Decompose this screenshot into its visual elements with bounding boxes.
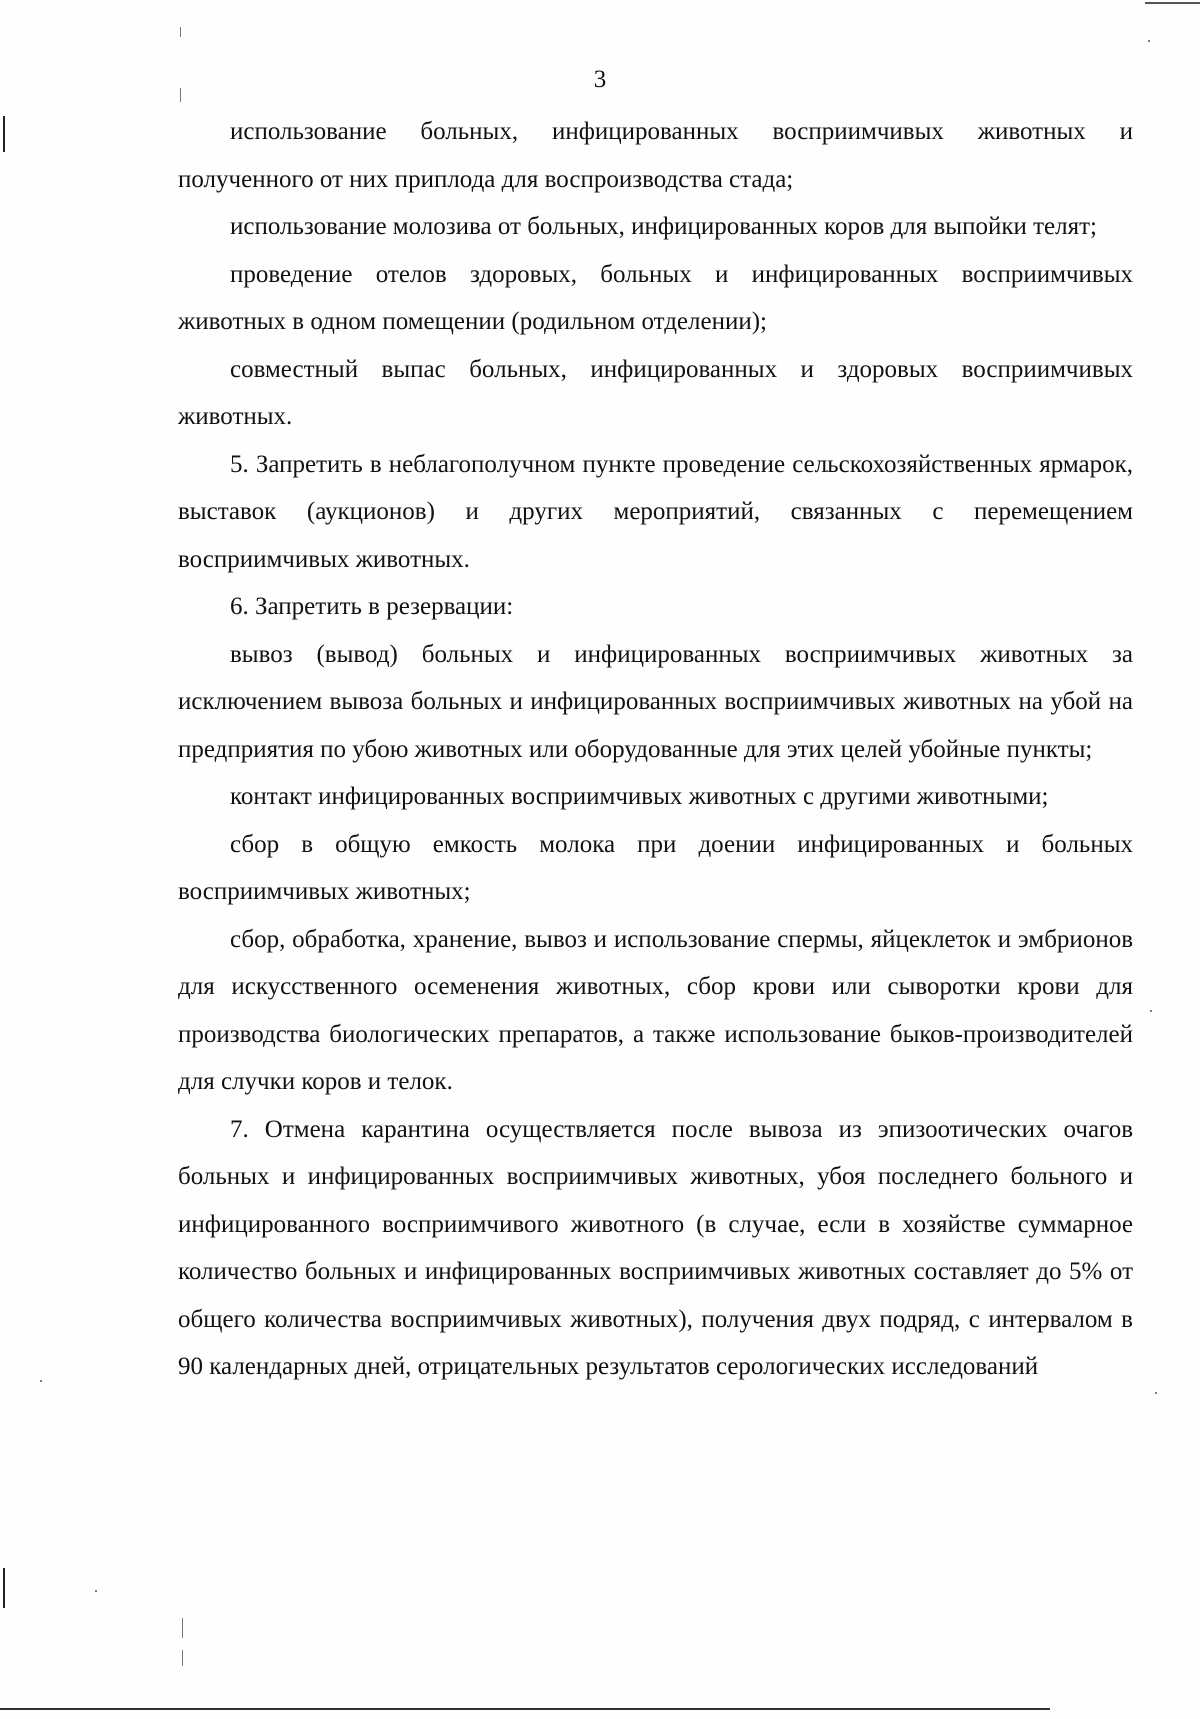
scan-speck bbox=[1150, 1010, 1152, 1012]
page-number: 3 bbox=[593, 66, 607, 93]
paragraph: совместный выпас больных, инфицированных и здоровых восприимчивых животных. bbox=[178, 355, 1133, 430]
scan-speck bbox=[1148, 40, 1150, 42]
scan-speck bbox=[40, 1380, 42, 1382]
scan-edge-mark bbox=[3, 116, 5, 152]
document-body bbox=[178, 108, 1133, 1391]
scan-bottom-line bbox=[0, 1708, 1050, 1710]
scan-edge-mark bbox=[3, 1568, 5, 1608]
paragraph: вывоз (вывод) больных и инфицированных восприимчивых животных за исключением вывоза больных и инфицированных восприимчивых животных на убой на предприятия по убою животных или оборудованные для этих целей убойные пункты; bbox=[178, 640, 1133, 763]
scan-margin-tick bbox=[182, 1650, 183, 1666]
scan-top-right-line bbox=[1145, 2, 1200, 4]
paragraph: использование больных, инфицированных восприимчивых животных и полученного от них приплода для воспроизводства стада; bbox=[178, 118, 1133, 193]
paragraph: 6. Запретить в резервации: bbox=[230, 593, 514, 620]
paragraph: проведение отелов здоровых, больных и инфицированных восприимчивых животных в одном помещении (родильном отделении); bbox=[178, 260, 1133, 335]
scan-speck bbox=[95, 1590, 97, 1592]
paragraph: использование молозива от больных, инфицированных коров для выпойки телят; bbox=[230, 213, 1097, 240]
scan-margin-tick bbox=[182, 1618, 183, 1638]
scan-speck bbox=[1155, 1392, 1157, 1394]
paragraph: сбор в общую емкость молока при доении инфицированных и больных восприимчивых животных; bbox=[178, 830, 1133, 905]
paragraph: сбор, обработка, хранение, вывоз и использование спермы, яйцеклеток и эмбрионов для искусственного осеменения животных, сбор крови или сыворотки крови для производства биологических препаратов, а также использование быков-производителей для случки коров и телок. bbox=[178, 925, 1133, 1095]
scan-margin-tick bbox=[180, 27, 181, 37]
paragraph: 7. Отмена карантина осуществляется после вывоза из эпизоотических очагов больных и инфицированных восприимчивых животных, убоя последнего больного и инфицированного восприимчивого животного (в случае, если в хозяйстве суммарное количество больных и инфицированных восприимчивых животных составляет до 5% от общего количества восприимчивых животных), получения двух подряд, с интервалом в 90 календарных дней, отрицательных результатов серологических исследований bbox=[178, 1115, 1133, 1380]
paragraph: контакт инфицированных восприимчивых животных с другими животными; bbox=[230, 783, 1049, 810]
paragraph: 5. Запретить в неблагополучном пункте проведение сельскохозяйственных ярмарок, выставок (аукционов) и других мероприятий, связанных с перемещением восприимчивых животных. bbox=[178, 450, 1133, 573]
